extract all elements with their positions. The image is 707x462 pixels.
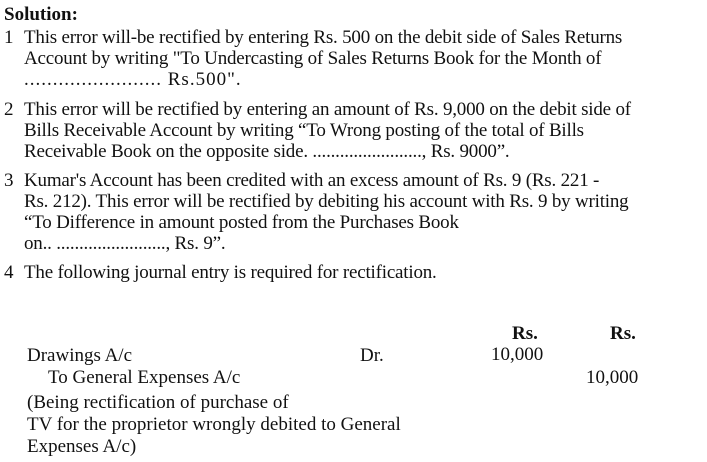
item-text bbox=[24, 27, 704, 90]
item-line: Kumar's Account has been credited with an excess amount of Rs. 9 (Rs. 221 - bbox=[24, 170, 600, 191]
credit-amount: 10,000 bbox=[586, 367, 639, 388]
item-line: on.. ........................, Rs. 9”. bbox=[24, 233, 226, 254]
item-line: This error will-be rectified by entering Rs. 500 on the debit side of Sales Returns bbox=[24, 27, 623, 48]
item-number: 4 bbox=[4, 262, 14, 283]
dr-marker: Dr. bbox=[360, 345, 384, 366]
credit-account: To General Expenses A/c bbox=[48, 367, 241, 388]
debit-amount: 10,000 bbox=[491, 344, 544, 365]
item-line: “To Difference in amount posted from the Purchases Book bbox=[24, 212, 459, 233]
narration-line: (Being rectification of purchase of bbox=[27, 392, 289, 413]
debit-column-header: Rs. bbox=[512, 323, 538, 344]
solution-item-2 bbox=[4, 99, 704, 162]
item-line: Bills Receivable Account by writing “To Wrong posting of the total of Bills bbox=[24, 120, 584, 141]
solution-item-3 bbox=[4, 170, 704, 254]
solution-item-4 bbox=[4, 262, 704, 283]
item-line: Receivable Book on the opposite side. ........................, Rs. 9000”. bbox=[24, 141, 510, 162]
narration-line: TV for the proprietor wrongly debited to General bbox=[27, 414, 401, 435]
credit-column-header: Rs. bbox=[610, 323, 636, 344]
item-line: This error will be rectified by entering an amount of Rs. 9,000 on the debit side of bbox=[24, 99, 631, 120]
item-text bbox=[24, 99, 704, 162]
item-number: 3 bbox=[4, 170, 14, 191]
item-number: 1 bbox=[4, 27, 14, 48]
item-text bbox=[24, 170, 704, 254]
item-line: Rs. 212). This error will be rectified by debiting his account with Rs. 9 by writing bbox=[24, 191, 629, 212]
item-line: The following journal entry is required for rectification. bbox=[24, 262, 437, 283]
item-number: 2 bbox=[4, 99, 14, 120]
debit-account: Drawings A/c bbox=[27, 345, 133, 366]
narration-line: Expenses A/c) bbox=[27, 436, 137, 457]
item-line: Account by writing "To Undercasting of Sales Returns Book for the Month of bbox=[24, 48, 602, 69]
solution-heading: Solution: bbox=[4, 4, 78, 25]
item-text bbox=[24, 262, 704, 283]
item-line: ........................ Rs.500". bbox=[24, 69, 242, 90]
solution-item-1 bbox=[4, 27, 704, 90]
